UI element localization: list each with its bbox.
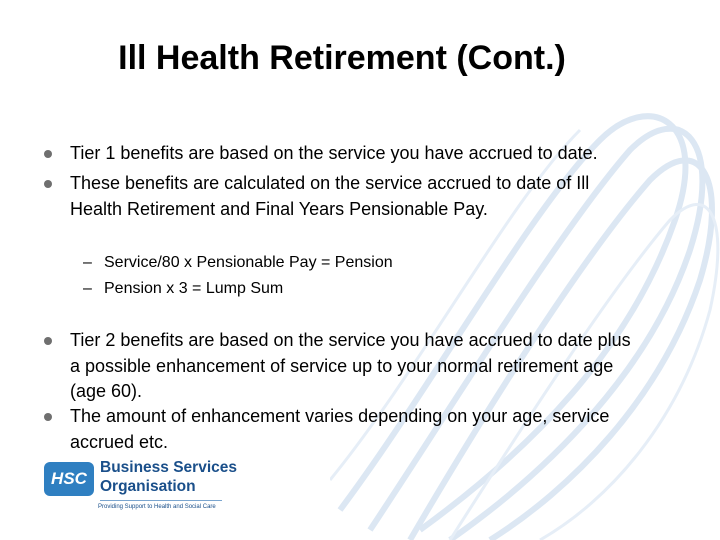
logo-org-name-line1: Business Services [100, 459, 238, 476]
bullet-item [44, 171, 694, 222]
logo-tagline: Providing Support to Health and Social Care [98, 504, 216, 510]
bullet-text-line: Tier 2 benefits are based on the service you have accrued to date plus [70, 330, 631, 350]
bullet-text-line: Health Retirement and Final Years Pensionable Pay. [70, 198, 488, 219]
bullet-text-line: (age 60). [70, 381, 143, 401]
bullet-text-line: accrued etc. [70, 431, 169, 452]
dash-marker: – [83, 254, 92, 271]
sub-bullet-item [83, 253, 683, 273]
bullet-text-line: These benefits are calculated on the service accrued to date of Ill [70, 173, 590, 193]
logo-divider [100, 500, 222, 501]
bullet-dot-icon [44, 337, 52, 345]
bullet-dot-icon [44, 150, 52, 158]
hsc-badge-icon [44, 462, 94, 496]
sub-bullet-text: Service/80 x Pensionable Pay = Pension [104, 254, 393, 271]
dash-marker: – [83, 280, 92, 297]
hsc-badge-text: HSC [51, 469, 87, 488]
sub-bullet-text: Pension x 3 = Lump Sum [104, 280, 284, 297]
bullet-text-line: a possible enhancement of service up to your normal retirement age [70, 355, 614, 376]
hsc-bso-logo [44, 458, 238, 516]
logo-org-name-line2: Organisation [100, 478, 196, 495]
bullet-text-line: Tier 1 benefits are based on the service you have accrued to date. [70, 143, 598, 163]
bullet-item [44, 404, 694, 455]
bullet-item [44, 141, 694, 167]
sub-bullet-item [83, 279, 683, 299]
bullet-dot-icon [44, 180, 52, 188]
slide-title: Ill Health Retirement (Cont.) [118, 39, 566, 77]
bullet-dot-icon [44, 413, 52, 421]
bullet-item [44, 328, 694, 405]
bullet-text-line: The amount of enhancement varies depending on your age, service [70, 406, 610, 426]
